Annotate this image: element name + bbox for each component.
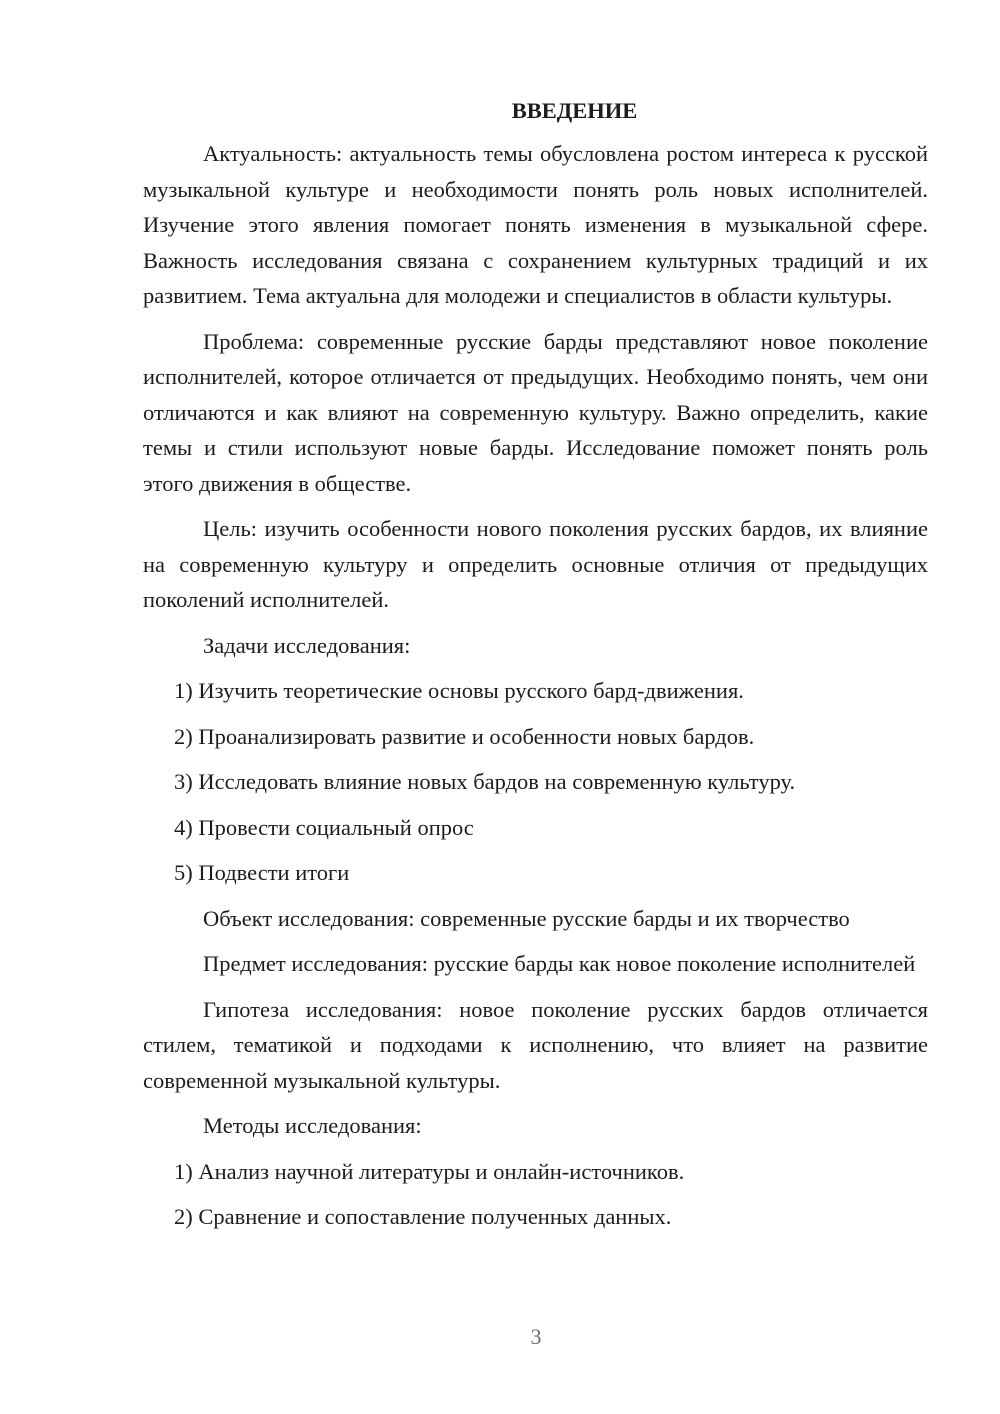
methods-heading: Методы исследования: (203, 1113, 422, 1138)
tasks-heading: Задачи исследования: (203, 632, 411, 658)
task-item-2: 2) Проанализировать развитие и особенности новых бардов. (174, 723, 755, 749)
method-item-1: 1) Анализ научной литературы и онлайн-источников. (174, 1158, 685, 1184)
section-title: ВВЕДЕНИЕ (511, 98, 638, 123)
task-item-5: 5) Подвести итоги (174, 860, 350, 885)
relevance-paragraph: Актуальность: актуальность темы обусловлена ростом интереса к русской музыкальной культуре и необходимости понять роль новых исполнителей. Изучение этого явления помогает понять изменения в музыкальной сфере. Важность исследования связана с сохранением культурных традиций и их развитием. Тема актуальна для молодежи и специалистов в области культуры. (143, 141, 928, 308)
object-paragraph: Объект исследования: современные русские барды и их творчество (203, 905, 850, 931)
methods-list (143, 1154, 928, 1235)
task-item-1: 1) Изучить теоретические основы русского бард-движения. (174, 678, 744, 703)
tasks-list (143, 673, 928, 891)
subject-paragraph: Предмет исследования: русские барды как новое поколение исполнителей (203, 951, 916, 976)
hypothesis-paragraph: Гипотеза исследования: новое поколение русских бардов отличается стилем, тематикой и подходами к исполнению, что влияет на развитие современной музыкальной культуры. (143, 996, 928, 1093)
document-page (143, 94, 928, 1245)
page-number: 3 (530, 1324, 542, 1349)
task-item-3: 3) Исследовать влияние новых бардов на современную культуру. (174, 769, 796, 794)
method-item-2: 2) Сравнение и сопоставление полученных данных. (174, 1204, 672, 1229)
problem-paragraph: Проблема: современные русские барды представляют новое поколение исполнителей, которое отличается от предыдущих. Необходимо понять, чем они отличаются и как влияют на современную культуру. Важно определить, какие темы и стили используют новые барды. Исследование поможет понять роль этого движения в обществе. (143, 328, 928, 496)
goal-paragraph: Цель: изучить особенности нового поколения русских бардов, их влияние на современную культуру и определить основные отличия от предыдущих поколений исполнителей. (143, 516, 928, 612)
task-item-4: 4) Провести социальный опрос (174, 814, 474, 840)
